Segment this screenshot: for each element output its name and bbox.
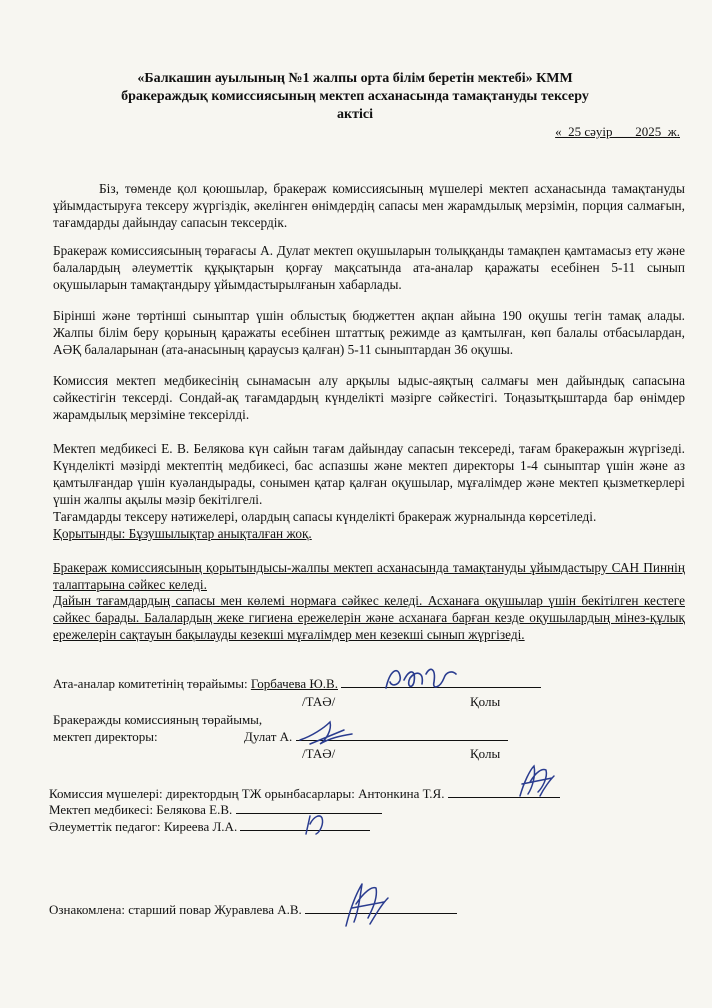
title-line-1: «Балкашин ауылының №1 жалпы орта білім беретін мектебі» КММ	[137, 71, 573, 86]
parents-chair-label: Ата-аналар комитетінің төрайымы:	[53, 676, 248, 691]
paragraph-nurse: Мектеп медбикесі Е. В. Белякова күн сайын тағам дайындау сапасын тексереді, тағам бракеражын жүргізеді. Күнделікті мәзірді мектептің медбикесі, бас аспазшы және мектеп директоры 1-4 сыныптар үшін және аз қамтылғандар үшін куәландырады, сонымен қатар қалған оқушылар, мұғалімдер және мектеп қызметкерлері үшін жалпы ақылы мәзір бекітілгелі.	[53, 441, 685, 507]
cook-label: Ознакомлена: старший повар Журавлева А.В.	[49, 902, 302, 917]
qoly-label-1: Қолы	[470, 694, 501, 709]
commission-chair-label-2: мектеп директоры:	[53, 729, 158, 744]
paragraph-commission-check: Комиссия мектеп медбикесінің сынамасын алу арқылы ыдыс-аяқтың салмағы мен дайындық сапасына сәйкестігін тексерді. Сондай-ақ тағамдардың күнделікті мәзірге сәйкестігі. Тоңазытқыштарда бар өнімдер жарамдылық мерзіміне тексерілді.	[53, 373, 685, 422]
members-label: Комиссия мүшелері: директордың ТЖ орынбасарлары: Антонкина Т.Я.	[49, 786, 445, 801]
document-title	[60, 70, 650, 124]
document-date: «_25 сәуір ___2025_ж.	[555, 124, 680, 139]
paragraph-quality: Дайын тағамдардың сапасы мен көлемі нормаға сәйкес келеді. Асханаға оқушылар үшін бекітілген кестеге сәйкес барады. Балалардың жеке гигиена ережелерін және асханаға барған кезде оқушылардың мінез-құлық ережелерін сақтауын бақылауды кезекші мұғалімдер мен кезекші сынып жүргізеді.	[53, 593, 685, 642]
handwritten-signature-cook	[340, 880, 392, 930]
social-pedagogue-label: Әлеуметтік педагог: Киреева Л.А.	[49, 819, 238, 834]
parents-chair-name: Горбачева Ю.В.	[250, 676, 338, 691]
taa-label-2: /ТАӘ/	[302, 746, 336, 761]
signature-nurse	[49, 802, 382, 818]
handwritten-signature-commission-chair	[296, 718, 356, 750]
signature-commission-chair	[244, 729, 508, 745]
handwritten-signature-parents-chair	[380, 662, 460, 696]
paragraph-journal: Тағамдарды тексеру нәтижелері, олардың сапасы күнделікті бракераж журналында көрсетіледі.	[53, 509, 597, 524]
qoly-label-2: Қолы	[470, 746, 501, 761]
taa-label-1: /ТАӘ/	[302, 694, 336, 709]
paragraph-conclusion: Қорытынды: Бұзушылықтар анықталған жоқ.	[53, 526, 312, 541]
commission-chair-label-1: Бракеражды комиссияның төрайымы,	[53, 712, 263, 727]
commission-chair-name: Дулат А.	[244, 729, 293, 744]
signature-parents-chair	[53, 676, 541, 692]
paragraph-free-meals: Бірінші және төртінші сыныптар үшін облыстық бюджеттен ақпан айына 190 оқушы тегін тамақ алады. Жалпы білім беру қорының қаражаты есебінен штаттық режимде аз қамтылған, көп балалы отбасылардан, АӘҚ балаларынан (ата-анасының қараусыз қалған) 5-11 сыныптардан 36 оқушы.	[53, 308, 685, 357]
handwritten-signature-social-pedagogue	[300, 810, 330, 838]
signature-members	[49, 786, 560, 802]
paragraph-compliance: Бракераж комиссиясының қорытындысы-жалпы мектеп асханасында тамақтануды ұйымдастыру САН Пиннің талаптарына сәйкес келеді.	[53, 560, 685, 592]
paragraph-intro: Біз, төменде қол қоюшылар, бракераж комиссиясының мүшелері мектеп асханасында тамақтануды ұйымдастыруға тексеру жүргіздік, әкелінген өнімдердің сапасы мен жарамдылық мерзімін, порция салмағын, тағамдарды дайындау сапасын тексердік.	[53, 181, 685, 230]
title-line-3: актісі	[337, 107, 373, 122]
paragraph-chair-report: Бракераж комиссиясының төрағасы А. Дулат мектеп оқушыларын толыққанды тамақпен қамтамасыз ету және балалардың әлеуметтік құқықтарын қорғау мақсатында ата-аналар қаражаты есебінен 5-11 сынып оқушыларын тамақтандыру ұйымдастырылғанын хабарлады.	[53, 243, 685, 292]
handwritten-signature-members	[512, 762, 558, 802]
signature-cook	[49, 902, 457, 918]
title-line-2: бракераждық комиссиясының мектеп асханасында тамақтануды тексеру	[121, 89, 589, 104]
nurse-label: Мектеп медбикесі: Белякова Е.В.	[49, 802, 233, 817]
